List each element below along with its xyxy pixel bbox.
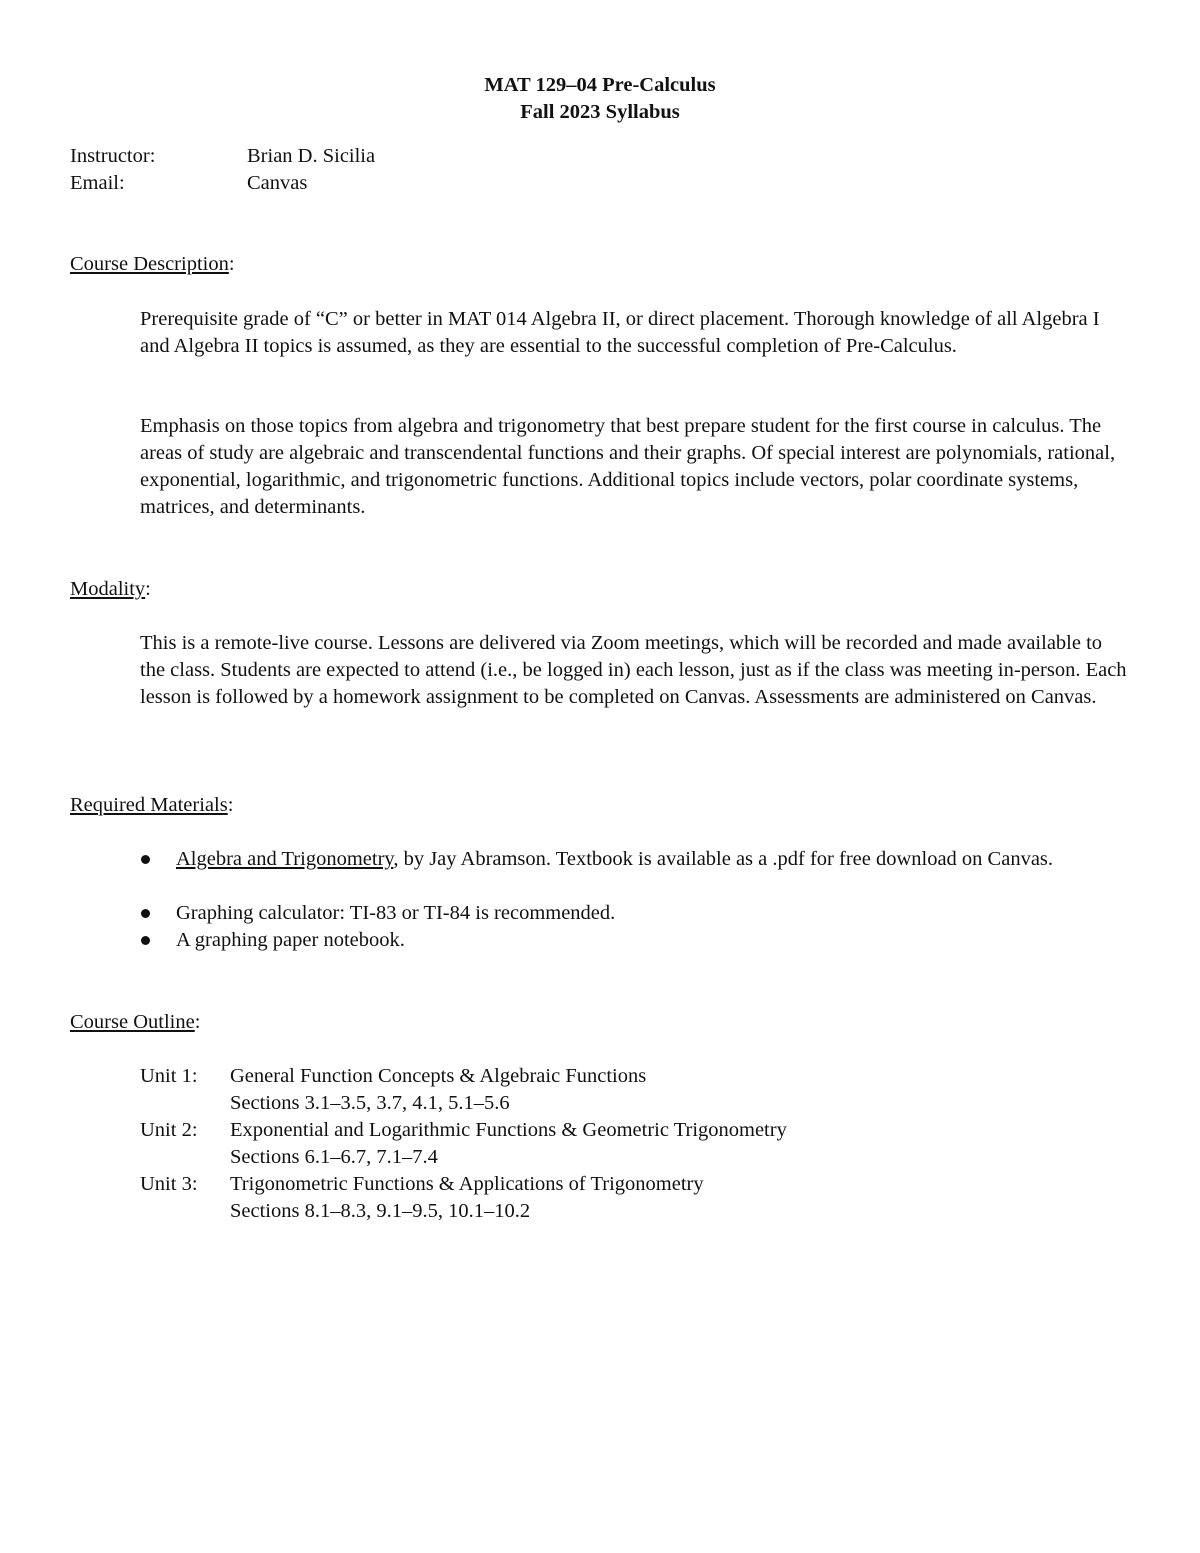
course-description-paragraph-1: Prerequisite grade of “C” or better in MAT 014 Algebra II, or direct placement. Thorough knowledge of all Algebra I and Algebra II topics is assumed, as they are essential to the successful completion of Pre-Calculus. bbox=[140, 308, 1100, 357]
course-description-heading-text: Course Description bbox=[70, 253, 229, 275]
materials-item-notebook: A graphing paper notebook. bbox=[176, 929, 405, 951]
unit-2-label: Unit 2: bbox=[140, 1119, 198, 1141]
course-outline-heading bbox=[70, 1009, 200, 1036]
email-label: Email: bbox=[70, 172, 125, 194]
document-title: MAT 129–04 Pre-Calculus bbox=[484, 74, 716, 96]
unit-2-sections: Sections 6.1–6.7, 7.1–7.4 bbox=[230, 1146, 438, 1168]
textbook-details: , by Jay Abramson. Textbook is available as a .pdf for free download on Canvas. bbox=[393, 848, 1054, 870]
required-materials-colon: : bbox=[227, 794, 234, 816]
instructor-label: Instructor: bbox=[70, 145, 156, 167]
modality-paragraph: This is a remote-live course. Lessons are delivered via Zoom meetings, which will be recorded and made available to the class. Students are expected to attend (i.e., be logged in) each lesson, just as if the class was meeting in-person. Each lesson is followed by a homework assignment to be completed on Canvas. Assessments are administered on Canvas. bbox=[140, 632, 1127, 708]
document-subtitle: Fall 2023 Syllabus bbox=[520, 101, 680, 123]
course-outline-heading-text: Course Outline bbox=[70, 1011, 195, 1033]
required-materials-heading-text: Required Materials bbox=[70, 794, 228, 816]
modality-colon: : bbox=[145, 578, 151, 600]
unit-3-label: Unit 3: bbox=[140, 1173, 198, 1195]
modality-heading-text: Modality bbox=[70, 578, 146, 600]
unit-3-title: Trigonometric Functions & Applications of Trigonometry bbox=[230, 1173, 704, 1195]
bullet-dot bbox=[140, 846, 152, 873]
unit-1-sections: Sections 3.1–3.5, 3.7, 4.1, 5.1–5.6 bbox=[230, 1092, 510, 1114]
unit-3-sections: Sections 8.1–8.3, 9.1–9.5, 10.1–10.2 bbox=[230, 1200, 531, 1222]
course-description-heading bbox=[70, 251, 235, 278]
unit-1-label: Unit 1: bbox=[140, 1065, 198, 1087]
course-description-paragraph-2: Emphasis on those topics from algebra and trigonometry that best prepare student for the first course in calculus. The areas of study are algebraic and transcendental functions and their graphs. Of special interest are polynomials, rational, exponential, logarithmic, and trigonometric functions. Additional topics include vectors, polar coordinate systems, matrices, and determinants. bbox=[140, 415, 1116, 518]
course-description-colon: : bbox=[228, 253, 235, 275]
instructor-value: Brian D. Sicilia bbox=[247, 145, 376, 167]
required-materials-heading bbox=[70, 792, 233, 819]
course-outline-colon: : bbox=[194, 1011, 201, 1033]
materials-item-textbook bbox=[176, 846, 1136, 873]
bullet-dot bbox=[140, 900, 152, 927]
modality-heading bbox=[70, 576, 151, 603]
textbook-title: Algebra and Trigonometry bbox=[176, 848, 394, 870]
materials-item-calculator: Graphing calculator: TI-83 or TI-84 is recommended. bbox=[176, 902, 616, 924]
unit-1-title: General Function Concepts & Algebraic Functions bbox=[230, 1065, 647, 1087]
email-value: Canvas bbox=[247, 172, 308, 194]
unit-2-title: Exponential and Logarithmic Functions & Geometric Trigonometry bbox=[230, 1119, 787, 1141]
bullet-dot bbox=[140, 927, 152, 954]
